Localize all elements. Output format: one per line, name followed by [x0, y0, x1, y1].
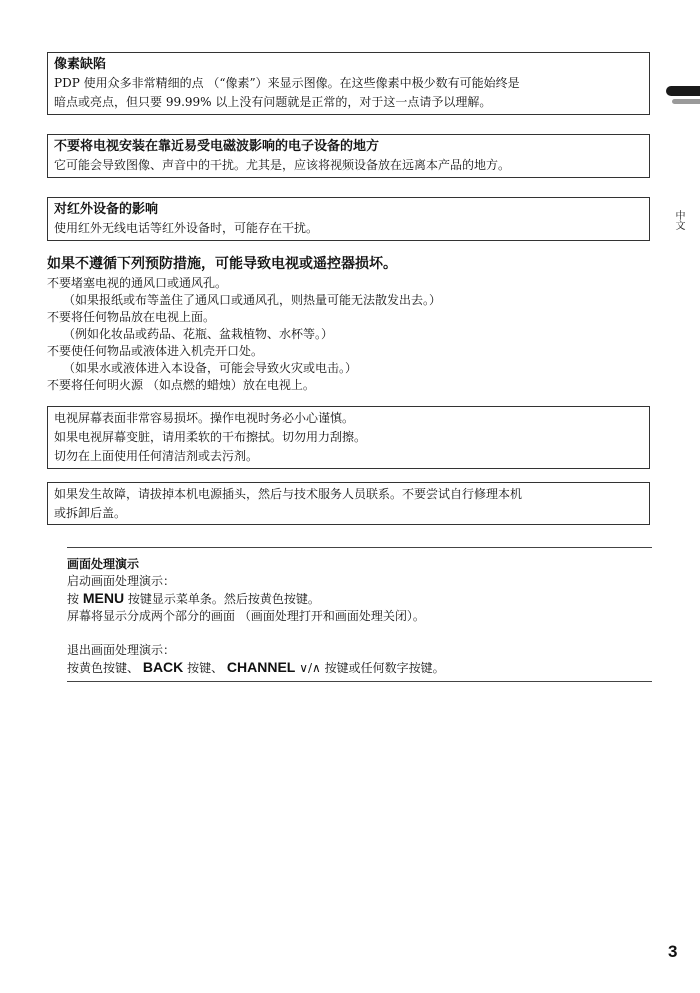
demo-start-label: 启动画面处理演示： [67, 574, 176, 588]
picture-demo-section [67, 547, 652, 682]
notice-line: 电视屏幕表面非常容易损坏。操作电视时务必小心谨慎。 [54, 411, 355, 425]
precaution-note: （例如化妆品或药品、花瓶、盆栽植物、水杯等。） [63, 327, 334, 341]
precaution-item: 不要使任何物品或液体进入机壳开口处。 [47, 344, 264, 358]
instruction-text: 按黄色按键、 [67, 661, 143, 675]
channel-arrows: ∨/∧ [295, 661, 321, 675]
notice-body [54, 74, 643, 112]
notice-body [54, 156, 643, 175]
notice-title: 不要将电视安装在靠近易受电磁波影响的电子设备的地方 [54, 139, 380, 154]
notice-title: 像素缺陷 [54, 57, 107, 72]
instruction-text: 按键或任何数字按键。 [320, 661, 445, 675]
notice-line: 如果发生故障，请拔掉本机电源插头，然后与技术服务人员联系。不要尝试自行修理本机 [54, 487, 523, 501]
precaution-note: （如果报纸或布等盖住了通风口或通风孔，则热量可能无法散发出去。） [63, 293, 442, 307]
demo-start-instruction [67, 590, 652, 608]
pixel-defect-notice [47, 52, 650, 115]
demo-exit-label: 退出画面处理演示： [67, 643, 176, 657]
notice-line: 暗点或亮点，但只要 99.99% 以上没有问题就是正常的，对于这一点请予以理解。 [54, 95, 492, 109]
page-number: 3 [668, 942, 678, 961]
instruction-text: 按键、 [183, 661, 227, 675]
precaution-item: 不要将任何明火源 （如点燃的蜡烛）放在电视上。 [47, 378, 315, 392]
instruction-text: 按 [67, 592, 83, 606]
language-label: 中文 [673, 210, 684, 230]
demo-heading: 画面处理演示 [67, 557, 140, 571]
notice-line: 或拆卸后盖。 [54, 506, 127, 520]
back-key-label: BACK [142, 659, 184, 675]
precaution-note: （如果水或液体进入本设备，可能会导致火灾或电击。） [63, 361, 358, 375]
section-tab-marker [666, 86, 700, 96]
demo-exit-instruction [67, 659, 652, 677]
notice-title: 对红外设备的影响 [54, 202, 159, 217]
notice-body [54, 409, 643, 466]
malfunction-notice [47, 482, 650, 525]
precautions-section [47, 254, 650, 394]
notice-body [54, 219, 643, 238]
em-devices-notice [47, 134, 650, 178]
section-tab-marker-secondary [672, 99, 700, 104]
menu-key-label: MENU [82, 590, 125, 606]
demo-split-description: 屏幕将显示分成两个部分的画面 （画面处理打开和画面处理关闭）。 [67, 609, 425, 623]
precaution-item: 不要堵塞电视的通风口或通风孔。 [47, 276, 228, 290]
channel-key-label: CHANNEL [226, 659, 296, 675]
screen-care-notice [47, 406, 650, 469]
notice-line: PDP 使用众多非常精细的点 （“像素”）来显示图像。在这些像素中极少数有可能始终是 [54, 76, 520, 90]
spacer [67, 625, 652, 642]
precautions-heading: 如果不遵循下列预防措施，可能导致电视或遥控器损坏。 [47, 256, 397, 272]
infrared-notice [47, 197, 650, 241]
instruction-text: 按键显示菜单条。然后按黄色按键。 [124, 592, 320, 606]
notice-line: 使用红外无线电话等红外设备时，可能存在干扰。 [54, 221, 319, 235]
notice-line: 它可能会导致图像、声音中的干扰。尤其是，应该将视频设备放在远离本产品的地方。 [54, 158, 511, 172]
notice-body [54, 485, 643, 523]
notice-line: 如果电视屏幕变脏，请用柔软的干布擦拭。切勿用力刮擦。 [54, 430, 367, 444]
precaution-item: 不要将任何物品放在电视上面。 [47, 310, 216, 324]
notice-line: 切勿在上面使用任何清洁剂或去污剂。 [54, 449, 259, 463]
